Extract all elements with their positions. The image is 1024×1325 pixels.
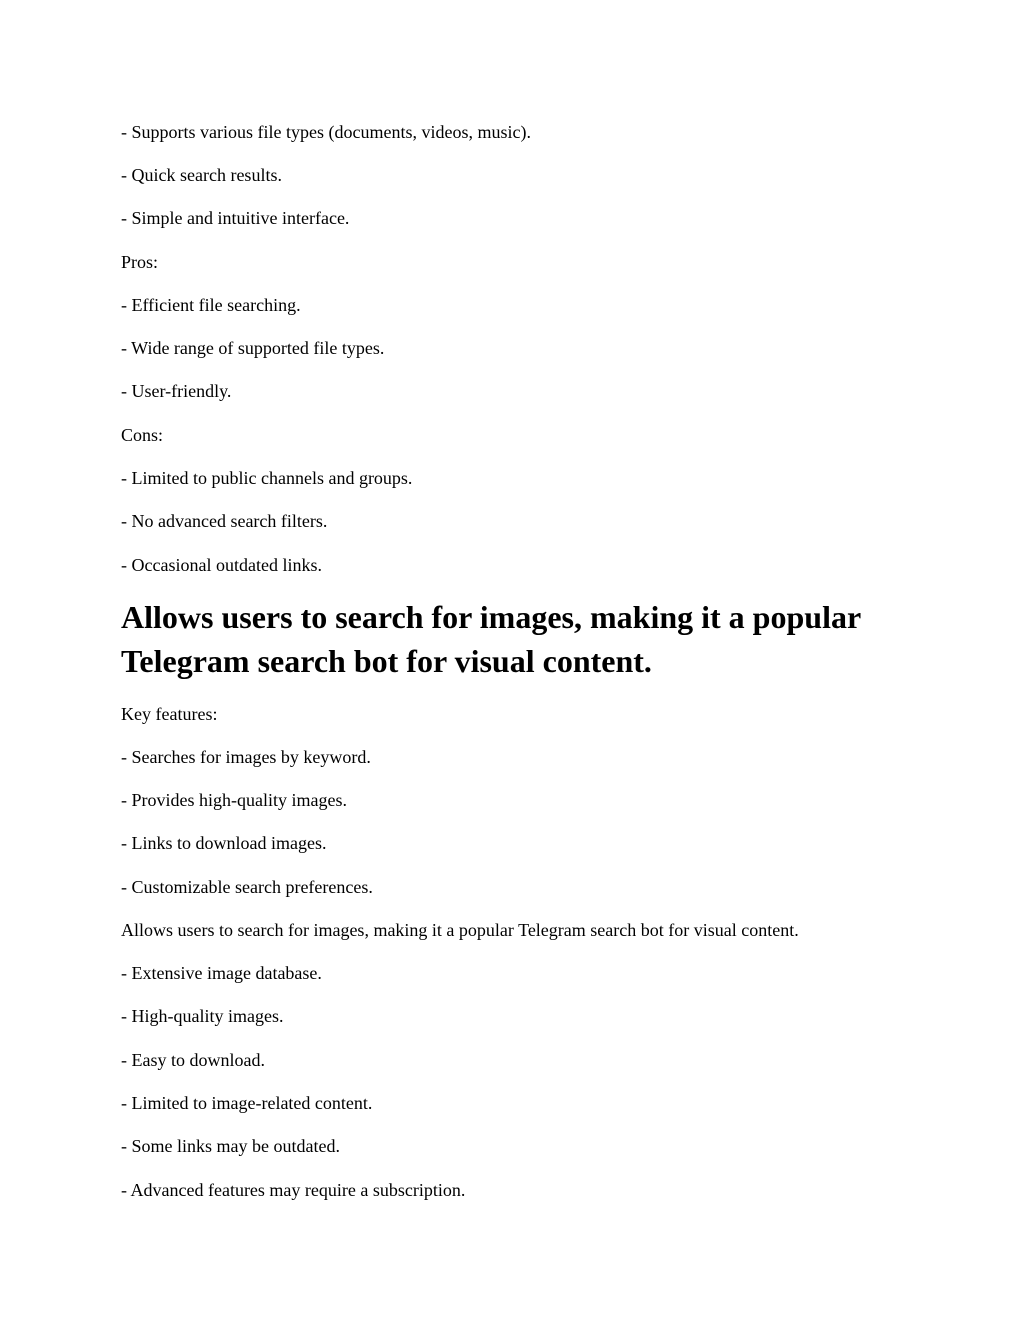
paragraph: Allows users to search for images, making it a popular Telegram search bot for visual content.	[121, 920, 799, 940]
paragraph: - User-friendly.	[121, 381, 232, 401]
paragraph: - Quick search results.	[121, 165, 282, 185]
paragraph: - Searches for images by keyword.	[121, 747, 371, 767]
paragraph: - Occasional outdated links.	[121, 555, 322, 575]
section-heading-line-2: Telegram search bot for visual content.	[121, 643, 652, 679]
paragraph: - Customizable search preferences.	[121, 877, 373, 897]
paragraph: - Provides high-quality images.	[121, 790, 347, 810]
paragraph: - Some links may be outdated.	[121, 1136, 340, 1156]
pros-label: Pros:	[121, 252, 159, 272]
paragraph: - Links to download images.	[121, 833, 327, 853]
paragraph: - Advanced features may require a subscription.	[121, 1180, 466, 1200]
paragraph: - High-quality images.	[121, 1006, 284, 1026]
paragraph: - No advanced search filters.	[121, 511, 328, 531]
paragraph: - Limited to image-related content.	[121, 1093, 373, 1113]
paragraph: - Wide range of supported file types.	[121, 338, 385, 358]
paragraph: - Efficient file searching.	[121, 295, 301, 315]
paragraph: - Extensive image database.	[121, 963, 322, 983]
key-features-label: Key features:	[121, 704, 218, 724]
paragraph: - Simple and intuitive interface.	[121, 208, 350, 228]
paragraph: - Limited to public channels and groups.	[121, 468, 413, 488]
cons-label: Cons:	[121, 425, 164, 445]
section-heading-line-1: Allows users to search for images, making it a popular	[121, 599, 862, 635]
paragraph: - Easy to download.	[121, 1050, 265, 1070]
paragraph: - Supports various file types (documents, videos, music).	[121, 122, 531, 142]
